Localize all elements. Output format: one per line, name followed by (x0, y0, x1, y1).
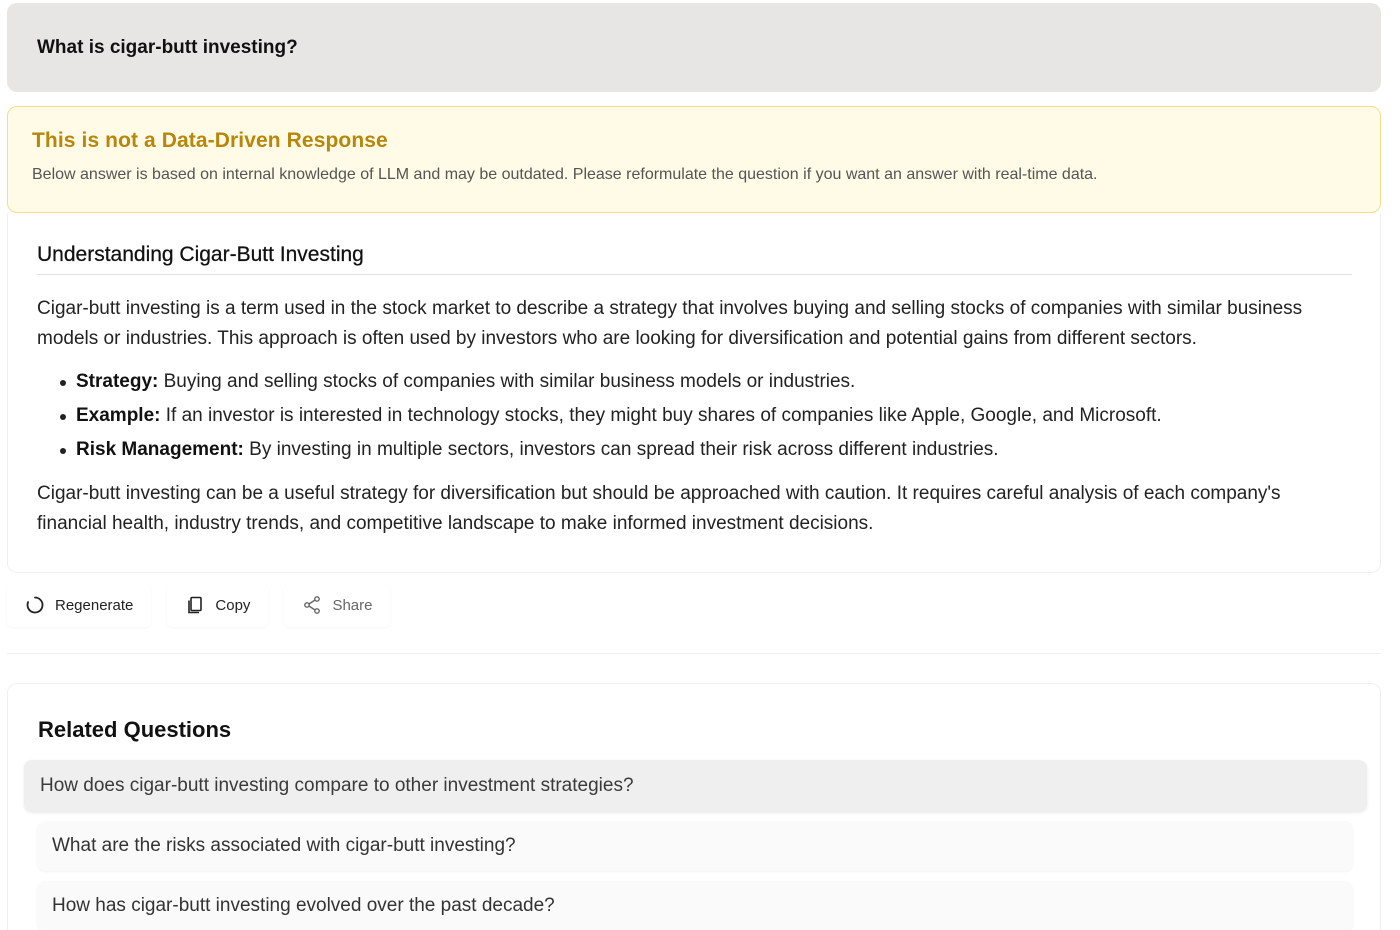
copy-icon (185, 595, 205, 615)
related-question-item[interactable]: What are the risks associated with cigar-butt investing? (37, 821, 1353, 871)
bullet-text: If an investor is interested in technology stocks, they might buy shares of companies like Apple, Google, and Microsoft. (160, 405, 1162, 426)
bullet-label: Risk Management: (76, 439, 244, 460)
share-icon (302, 595, 322, 615)
user-question-bubble (7, 3, 1381, 92)
answer-bullet-list (76, 365, 1352, 467)
regenerate-button[interactable] (7, 583, 151, 627)
user-question-text: What is cigar-butt investing? (37, 36, 298, 58)
answer-intro: Cigar-butt investing is a term used in the stock market to describe a strategy that involves buying and selling stocks of companies with similar business models or industries. This approach is often used by investors who are looking for diversification and potential gains from different sectors. (37, 298, 1303, 349)
regenerate-label: Regenerate (55, 596, 134, 614)
bullet-strategy (76, 365, 1352, 399)
share-label: Share (332, 596, 373, 614)
notice-description: Below answer is based on internal knowledge of LLM and may be outdated. Please reformulate the question if you want an answer with real-time data. (32, 166, 1098, 183)
data-driven-notice (7, 106, 1381, 213)
answer-card (7, 213, 1381, 573)
bullet-label: Example: (76, 405, 161, 426)
answer-outro: Cigar-butt investing can be a useful strategy for diversification but should be approached with caution. It requires careful analysis of each company's financial health, industry trends, and competitive landscape to make informed investment decisions. (37, 483, 1281, 534)
refresh-icon (25, 595, 45, 615)
bullet-text: Buying and selling stocks of companies with similar business models or industries. (158, 371, 856, 392)
section-divider (7, 653, 1381, 654)
bullet-text: By investing in multiple sectors, investors can spread their risk across different industries. (243, 439, 999, 460)
bullet-risk-management (76, 433, 1352, 467)
answer-actions (7, 583, 390, 627)
related-questions-title: Related Questions (38, 717, 232, 742)
related-question-item[interactable]: How has cigar-butt investing evolved over the past decade? (37, 881, 1353, 930)
related-questions-panel (7, 683, 1381, 930)
answer-heading: Understanding Cigar-Butt Investing (37, 243, 1352, 275)
notice-title: This is not a Data-Driven Response (32, 129, 388, 152)
copy-label: Copy (215, 596, 251, 614)
share-button[interactable] (284, 583, 390, 627)
bullet-label: Strategy: (76, 371, 159, 392)
related-question-item[interactable]: How does cigar-butt investing compare to other investment strategies? (24, 760, 1367, 812)
copy-button[interactable] (167, 583, 268, 627)
bullet-example (76, 399, 1352, 433)
